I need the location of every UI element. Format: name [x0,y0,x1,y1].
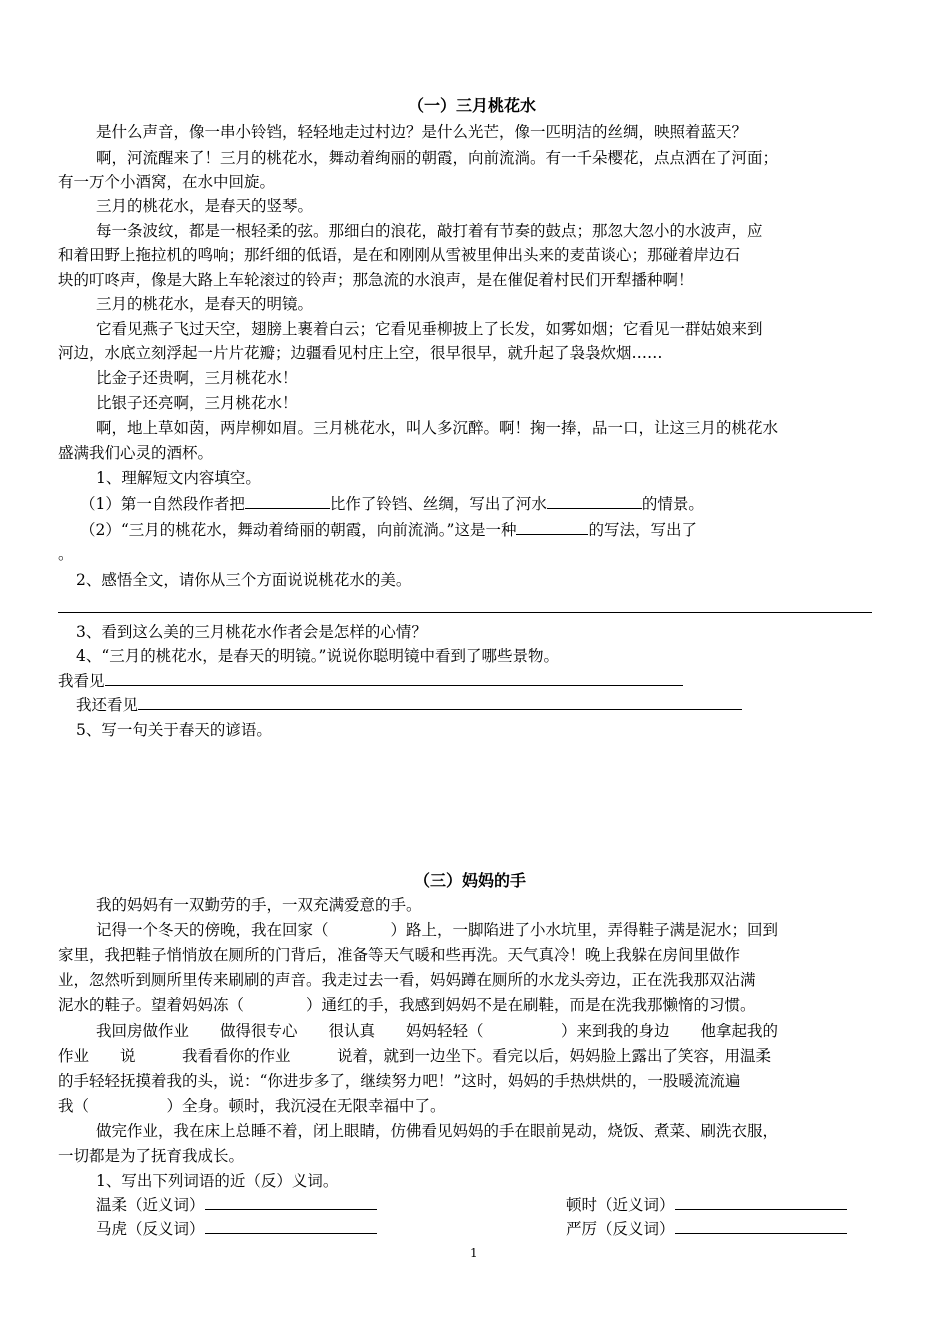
s1-question-5: 5、写一句关于春天的谚语。 [76,721,272,739]
q1-1-text-c: 的情景。 [641,495,704,513]
s1-question-1-2 [80,520,697,540]
s1-paragraph-4-line-3: 块的叮咚声，像是大路上车轮滚过的铃声；那急流的水浪声，是在催促着村民们开犁播种啊！ [58,271,694,289]
word-pair-4 [566,1219,847,1239]
answer-blank[interactable] [547,494,642,509]
s3-paragraph-2-line-3: 业，忽然听到厕所里传来刷刷的声音。我走过去一看，妈妈蹲在厕所的水龙头旁边，正在洗我那双沾满 [58,971,756,989]
s1-paragraph-8: 比银子还亮啊，三月桃花水！ [96,394,298,412]
answer-blank[interactable] [675,1195,847,1210]
section3-title: （三）妈妈的手 [414,871,527,890]
answer-blank[interactable] [516,520,588,535]
s1-paragraph-9-line-2: 盛满我们心灵的酒杯。 [58,444,214,462]
s3-paragraph-2-line-1: 记得一个冬天的傍晚，我在回家（ ）路上，一脚陷进了小水坑里，弄得鞋子满是泥水；回到 [96,921,779,939]
answer-blank[interactable] [205,1195,377,1210]
i-also-see-label: 我还看见 [76,696,139,714]
s3-paragraph-2-line-4: 泥水的鞋子。望着妈妈冻（ ）通红的手，我感到妈妈不是在刷鞋，而是在洗我那懒惰的习惯。 [58,996,756,1014]
s1-question-4: 4、“三月的桃花水，是春天的明镜。”说说你聪明镜中看到了哪些景物。 [76,647,559,665]
s1-paragraph-4-line-1: 每一条波纹，都是一根轻柔的弦。那细白的浪花，敲打着有节奏的鼓点；那忽大忽小的水波声，应 [96,222,763,240]
answer-blank[interactable] [105,671,683,686]
s1-paragraph-4-line-2: 和着田野上拖拉机的鸣响；那纤细的低语，是在和刚刚从雪被里伸出头来的麦苗谈心；那碰着岸边石 [58,246,741,264]
s1-question-4-answer-b [76,695,742,715]
s3-paragraph-2-line-2: 家里，我把鞋子悄悄放在厕所的门背后，准备等天气暖和些再洗。天气真冷！晚上我躲在房间里做作 [58,946,741,964]
word-label: 温柔（近义词） [96,1196,205,1214]
word-label: 顿时（近义词） [566,1196,675,1214]
s1-paragraph-6-line-2: 河边，水底立刻浮起一片片花瓣；边疆看见村庄上空，很早很早，就升起了袅袅炊烟…… [58,344,663,362]
answer-line[interactable] [58,612,872,613]
q1-1-text-a: （1）第一自然段作者把 [80,495,245,513]
word-pair-1 [96,1195,377,1215]
s1-paragraph-2-line-1: 啊，河流醒来了！三月的桃花水，舞动着绚丽的朝霞，向前流淌。有一千朵樱花，点点洒在了河面； [96,149,779,167]
word-pair-2 [566,1195,847,1215]
i-see-label: 我看见 [58,672,105,690]
s1-paragraph-5: 三月的桃花水，是春天的明镜。 [96,295,314,313]
answer-blank[interactable] [675,1219,847,1234]
s3-paragraph-3-line-4: 我（ ）全身。顿时，我沉浸在无限幸福中了。 [58,1097,446,1115]
answer-blank[interactable] [245,494,330,509]
s3-paragraph-3-line-1: 我回房做作业 做得很专心 很认真 妈妈轻轻（ ）来到我的身边 他拿起我的 [96,1022,779,1040]
s3-paragraph-4-line-1: 做完作业，我在床上总睡不着，闭上眼睛，仿佛看见妈妈的手在眼前晃动，烧饭、煮菜、刷洗衣服， [96,1122,779,1140]
q1-2-text-a: （2）“三月的桃花水，舞动着绮丽的朝霞，向前流淌。”这是一种 [80,521,517,539]
s1-question-3: 3、看到这么美的三月桃花水作者会是怎样的心情？ [76,623,427,641]
s1-question-2: 2、感悟全文，请你从三个方面说说桃花水的美。 [76,571,412,589]
s1-paragraph-7: 比金子还贵啊，三月桃花水！ [96,369,298,387]
s1-question-1-1 [80,494,704,514]
answer-blank[interactable] [138,695,742,710]
page-number: 1 [470,1246,478,1260]
s1-paragraph-3: 三月的桃花水，是春天的竖琴。 [96,197,314,215]
s1-paragraph-6-line-1: 它看见燕子飞过天空，翅膀上裹着白云；它看见垂柳披上了长发，如雾如烟；它看见一群姑娘来到 [96,320,763,338]
s3-paragraph-3-line-2: 作业 说 我看看你的作业 说着，就到一边坐下。看完以后，妈妈脸上露出了笑容，用温柔 [58,1047,772,1065]
answer-blank[interactable] [205,1219,377,1234]
q1-2-text-b: 的写法，写出了 [588,521,697,539]
word-label: 马虎（反义词） [96,1220,205,1238]
section1-title: （一）三月桃花水 [408,96,537,115]
s1-question-4-answer-a [58,671,683,691]
s3-paragraph-4-line-2: 一切都是为了抚育我成长。 [58,1147,245,1165]
s1-paragraph-9-line-1: 啊，地上草如茵，两岸柳如眉。三月桃花水，叫人多沉醉。啊！掬一捧，品一口，让这三月的桃花水 [96,419,779,437]
q1-1-text-b: 比作了铃铛、丝绸，写出了河水 [329,495,547,513]
word-pair-3 [96,1219,377,1239]
s1-question-1: 1、理解短文内容填空。 [96,469,261,487]
s1-question-1-2-end: 。 [58,545,74,563]
word-label: 严厉（反义词） [566,1220,675,1238]
s3-question-1: 1、写出下列词语的近（反）义词。 [96,1172,339,1190]
s1-paragraph-1: 是什么声音，像一串小铃铛，轻轻地走过村边？是什么光芒，像一匹明洁的丝绸，映照着蓝天？ [96,123,748,141]
s3-paragraph-3-line-3: 的手轻轻抚摸着我的头，说：“你进步多了，继续努力吧！”这时，妈妈的手热烘烘的，一股暖流流遍 [58,1072,741,1090]
s3-paragraph-1: 我的妈妈有一双勤劳的手，一双充满爱意的手。 [96,896,422,914]
s1-paragraph-2-line-2: 有一万个小酒窝，在水中回旋。 [58,173,276,191]
